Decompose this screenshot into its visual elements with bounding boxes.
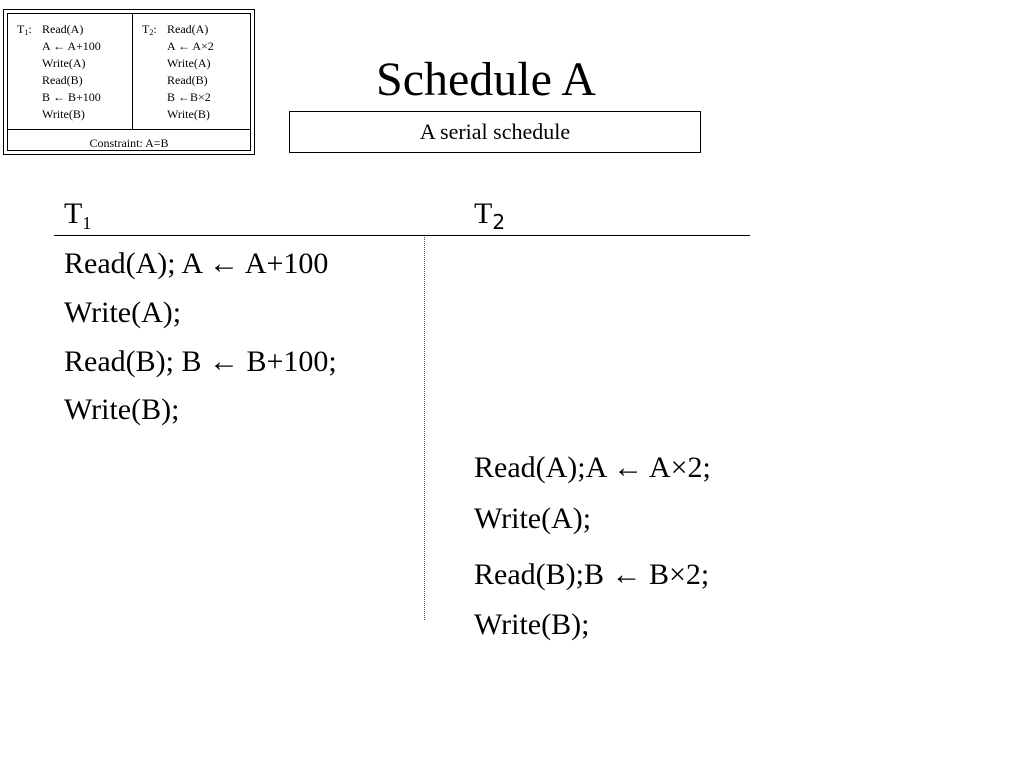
t1-column-header: $T_1$ bbox=[64, 197, 92, 233]
t2-definition bbox=[133, 14, 250, 129]
t2-def-line: Read(B) bbox=[167, 73, 208, 87]
definition-inner-frame bbox=[7, 13, 251, 151]
t1-def-line: Write(A) bbox=[42, 56, 86, 70]
subtitle-box: A serial schedule bbox=[289, 111, 701, 153]
t2-def-line: Read(A) bbox=[167, 22, 209, 36]
t2-operation: Read(B);B ← B×2; bbox=[474, 558, 710, 591]
t1-definition bbox=[8, 14, 133, 129]
t1-def-line: A ← A+100 bbox=[42, 39, 101, 53]
constraint-text: Constraint: A=B bbox=[89, 136, 169, 150]
t1-definition-label: $T_1$: bbox=[17, 22, 32, 37]
t2-def-line: Write(B) bbox=[167, 107, 210, 121]
t2-column-header: $T_2$ bbox=[474, 197, 506, 234]
t2-def-line: B ←B×2 bbox=[167, 90, 211, 104]
t1-def-line: Read(A) bbox=[42, 22, 84, 36]
t2-operation: Write(B); bbox=[474, 608, 590, 641]
t1-operation: Read(A); A ← A+100 bbox=[64, 247, 329, 280]
t1-operation: Write(A); bbox=[64, 296, 182, 329]
t1-def-line: Read(B) bbox=[42, 73, 83, 87]
t1-def-line: Write(B) bbox=[42, 107, 85, 121]
t1-operation: Read(B); B ← B+100; bbox=[64, 345, 337, 378]
definition-columns bbox=[8, 14, 250, 130]
transaction-definition-box bbox=[3, 9, 255, 155]
slide-title: Schedule A bbox=[376, 53, 596, 106]
t1-operation: Write(B); bbox=[64, 393, 180, 426]
t1-def-line: B ← B+100 bbox=[42, 90, 101, 104]
t2-def-line: Write(A) bbox=[167, 56, 211, 70]
t2-operation: Read(A);A ← A×2; bbox=[474, 451, 711, 484]
header-rule bbox=[54, 235, 750, 236]
t2-def-line: A ← A×2 bbox=[167, 39, 214, 53]
t2-operation: Write(A); bbox=[474, 502, 592, 535]
t2-definition-label: $T_2$: bbox=[142, 22, 157, 37]
column-separator bbox=[424, 237, 425, 620]
